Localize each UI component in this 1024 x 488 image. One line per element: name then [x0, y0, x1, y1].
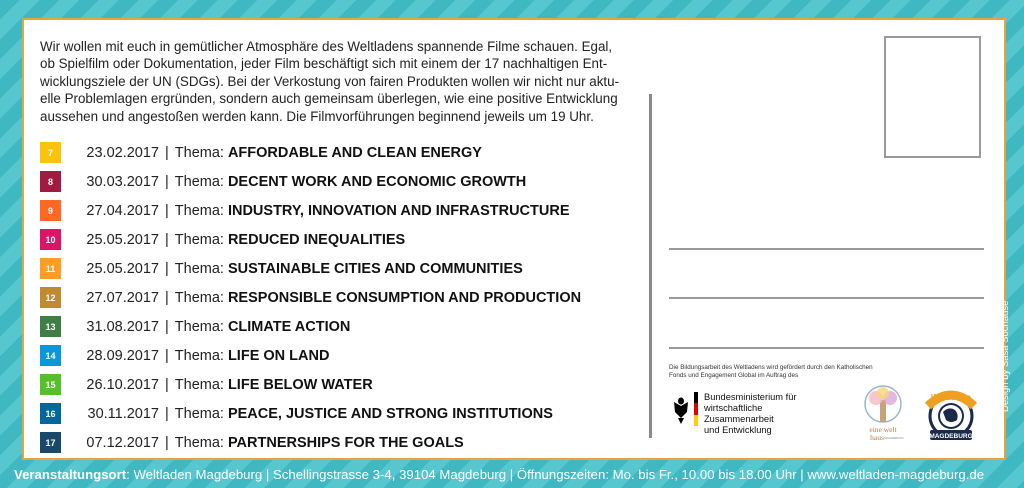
- sdg-15-icon: 15: [40, 374, 61, 395]
- postcard: [22, 18, 1006, 460]
- event-row: [40, 312, 581, 341]
- separator: |: [165, 231, 169, 248]
- thema-label: Thema:: [174, 173, 224, 190]
- event-row: [40, 138, 581, 167]
- separator: |: [165, 173, 169, 190]
- event-row: [40, 254, 581, 283]
- thema-label: Thema:: [174, 318, 224, 335]
- event-date: 07.12.2017: [86, 434, 159, 451]
- footer-label: Veranstaltungsort: [14, 467, 127, 482]
- design-credit: Design by Sasa Sochadse: [1000, 300, 1011, 412]
- weltladen-logo: [922, 386, 980, 446]
- sdg-7-icon: 7: [40, 142, 61, 163]
- sdg-14-icon: 14: [40, 345, 61, 366]
- event-row: [40, 283, 581, 312]
- funding-note: Die Bildungsarbeit des Weltladens wird gefördert durch den Katholischen Fonds und Engagement Global im Auftrag des: [669, 364, 873, 379]
- center-divider: [649, 94, 652, 438]
- thema-label: Thema:: [174, 289, 224, 306]
- eagle-icon: [672, 392, 690, 426]
- ewh-city: MAGDEBURG: [884, 436, 904, 440]
- address-line: [669, 347, 984, 349]
- eine-welt-haus-logo: [861, 384, 905, 444]
- thema-label: Thema:: [174, 434, 224, 451]
- thema-label: Thema:: [174, 231, 224, 248]
- thema-label: Thema:: [174, 144, 224, 161]
- event-date: 23.02.2017: [86, 144, 159, 161]
- address-line: [669, 297, 984, 299]
- thema-label: Thema:: [174, 376, 224, 393]
- event-row: [40, 225, 581, 254]
- event-topic: INDUSTRY, INNOVATION AND INFRASTRUCTURE: [227, 202, 570, 219]
- thema-label: Thema:: [174, 405, 224, 422]
- event-topic: PEACE, JUSTICE AND STRONG INSTITUTIONS: [227, 405, 553, 422]
- sdg-13-icon: 13: [40, 316, 61, 337]
- separator: |: [165, 376, 169, 393]
- event-row: [40, 196, 581, 225]
- event-topic: LIFE BELOW WATER: [227, 376, 373, 393]
- event-date: 31.08.2017: [86, 318, 159, 335]
- sdg-9-icon: 9: [40, 200, 61, 221]
- sdg-11-icon: 11: [40, 258, 61, 279]
- event-date: 26.10.2017: [86, 376, 159, 393]
- intro-line: ob Spielfilm oder Dokumentation, jeder Film beschäftigt sich mit einem der 17 nachhaltigen Ent-: [40, 56, 608, 72]
- event-date: 25.05.2017: [86, 231, 159, 248]
- event-topic: CLIMATE ACTION: [227, 318, 351, 335]
- separator: |: [165, 289, 169, 306]
- event-topic: SUSTAINABLE CITIES AND COMMUNITIES: [227, 260, 523, 277]
- event-topic: PARTNERSHIPS FOR THE GOALS: [227, 434, 464, 451]
- event-topic: REDUCED INEQUALITIES: [227, 231, 406, 248]
- sdg-16-icon: 16: [40, 403, 61, 424]
- intro-line: wicklungsziele der UN (SDGs). Bei der Verkostung von fairen Produkten wollen wir nicht nur aktu-: [40, 73, 620, 89]
- german-flag-icon: [694, 392, 698, 426]
- weltladen-text: Weltladen: [931, 392, 971, 402]
- separator: |: [165, 347, 169, 364]
- haus-text: haus: [870, 433, 884, 442]
- intro-line: Wir wollen mit euch in gemütlicher Atmosphäre des Weltladens spannende Filme schauen. Egal,: [40, 39, 613, 54]
- intro-line: elle Problemlagen ergründen, sondern auch gemeinsam überlegen, wie eine positive Entwicklung: [40, 91, 618, 107]
- event-topic: AFFORDABLE AND CLEAN ENERGY: [227, 144, 482, 161]
- separator: |: [165, 202, 169, 219]
- event-row: [40, 167, 581, 196]
- thema-label: Thema:: [174, 260, 224, 277]
- separator: |: [165, 405, 169, 422]
- event-topic: RESPONSIBLE CONSUMPTION AND PRODUCTION: [227, 289, 582, 306]
- separator: |: [165, 318, 169, 335]
- separator: |: [165, 260, 169, 277]
- intro-text: [40, 38, 640, 125]
- event-row: [40, 399, 581, 428]
- separator: |: [165, 144, 169, 161]
- stamp-box: [884, 36, 981, 158]
- separator: |: [165, 434, 169, 451]
- sdg-17-icon: 17: [40, 432, 61, 453]
- bmz-text: Bundesministerium für wirtschaftliche Zusammenarbeit und Entwicklung: [704, 392, 797, 435]
- event-date: 28.09.2017: [86, 347, 159, 364]
- bmz-logo: [672, 392, 824, 436]
- sdg-10-icon: 10: [40, 229, 61, 250]
- thema-label: Thema:: [174, 347, 224, 364]
- event-list: [40, 138, 581, 457]
- event-date: 30.11.2017: [87, 405, 159, 422]
- event-topic: LIFE ON LAND: [227, 347, 330, 364]
- event-row: [40, 370, 581, 399]
- thema-label: Thema:: [174, 202, 224, 219]
- eine-welt-text: eine welt: [869, 425, 897, 434]
- footer: [14, 467, 984, 482]
- event-date: 30.03.2017: [86, 173, 159, 190]
- footer-text: : Weltladen Magdeburg | Schellingstrasse 3-4, 39104 Magdeburg | Öffnungszeiten: Mo. bis Fr., 10.00 bis 18.00 Uhr | www.weltladen-magdeburg.de: [126, 467, 985, 482]
- magdeburg-text: MAGDEBURG: [929, 433, 973, 440]
- event-date: 25.05.2017: [86, 260, 159, 277]
- intro-line: aussehen und angestoßen werden kann. Die Filmvorführungen beginnend jeweils um 19 Uhr.: [40, 108, 594, 124]
- event-date: 27.07.2017: [86, 289, 159, 306]
- sdg-12-icon: 12: [40, 287, 61, 308]
- sdg-8-icon: 8: [40, 171, 61, 192]
- event-row: [40, 341, 581, 370]
- event-date: 27.04.2017: [86, 202, 159, 219]
- event-row: [40, 428, 581, 457]
- event-topic: DECENT WORK AND ECONOMIC GROWTH: [227, 173, 527, 190]
- address-line: [669, 248, 984, 250]
